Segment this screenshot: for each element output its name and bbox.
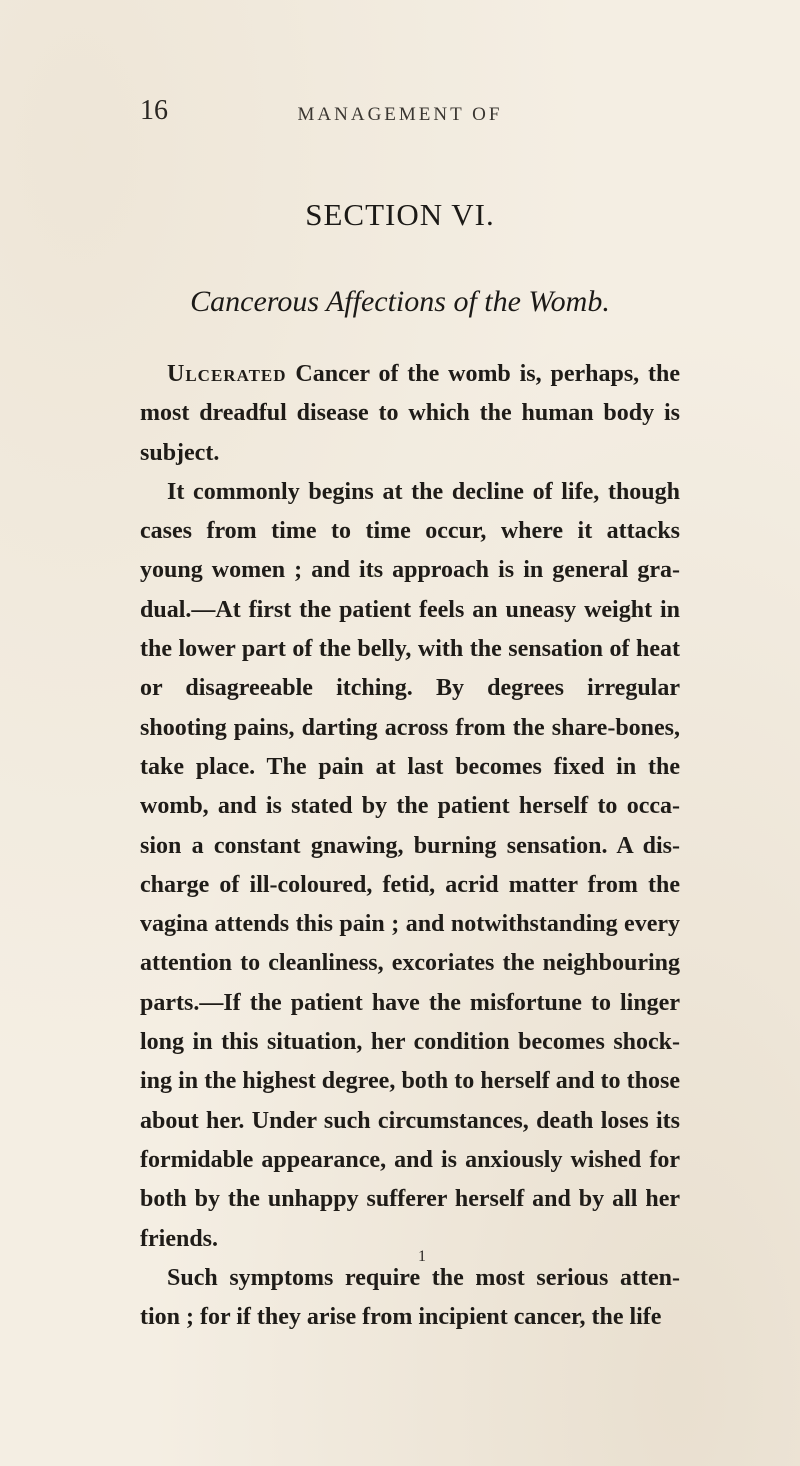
- paragraph-1: [140, 355, 680, 473]
- body-text: [140, 355, 680, 1337]
- section-subtitle: Cancerous Affections of the Womb.: [190, 285, 610, 318]
- section-title: SECTION VI.: [305, 197, 495, 232]
- paragraph-lead-word: Ulcerated: [167, 361, 287, 387]
- paragraph-3: Such symptoms require the most serious atten- tion ; for if they arise from incipient cancer, the life: [140, 1264, 680, 1331]
- paragraph-1-text: Cancer of the womb is, perhaps, the most dreadful disease to which the human body is subject.: [140, 361, 680, 466]
- signature-mark: 1: [418, 1248, 426, 1265]
- paragraph-2: It commonly begins at the decline of life, though cases from time to time occur, where it attacks young women ; and its approach is in general gra- dual.—At first the patient feels an uneasy weight in the lower part of the belly, with the sensation of heat or disagreeable itching. By degrees irregular shooting pains, darting across from the share-bones, take place. The pain at last becomes fixed in the womb, and is stated by the patient herself to occa- sion a constant gnawing, burning sensation. A dis- charge of ill-coloured, fetid, acrid matter from the vagina attends this pain ; and notwithstanding every attention to cleanliness, excoriates the neighbouring parts.—If the patient have the misfortune to linger long in this situation, her condition becomes shock- ing in the highest degree, both to herself and to those about her. Under such circumstances, death loses its formidable appearance, and is anxiously wished for both by the unhappy sufferer herself and by all her friends.: [140, 478, 680, 1252]
- running-head: MANAGEMENT OF: [297, 104, 503, 125]
- page-number: 16: [140, 95, 168, 126]
